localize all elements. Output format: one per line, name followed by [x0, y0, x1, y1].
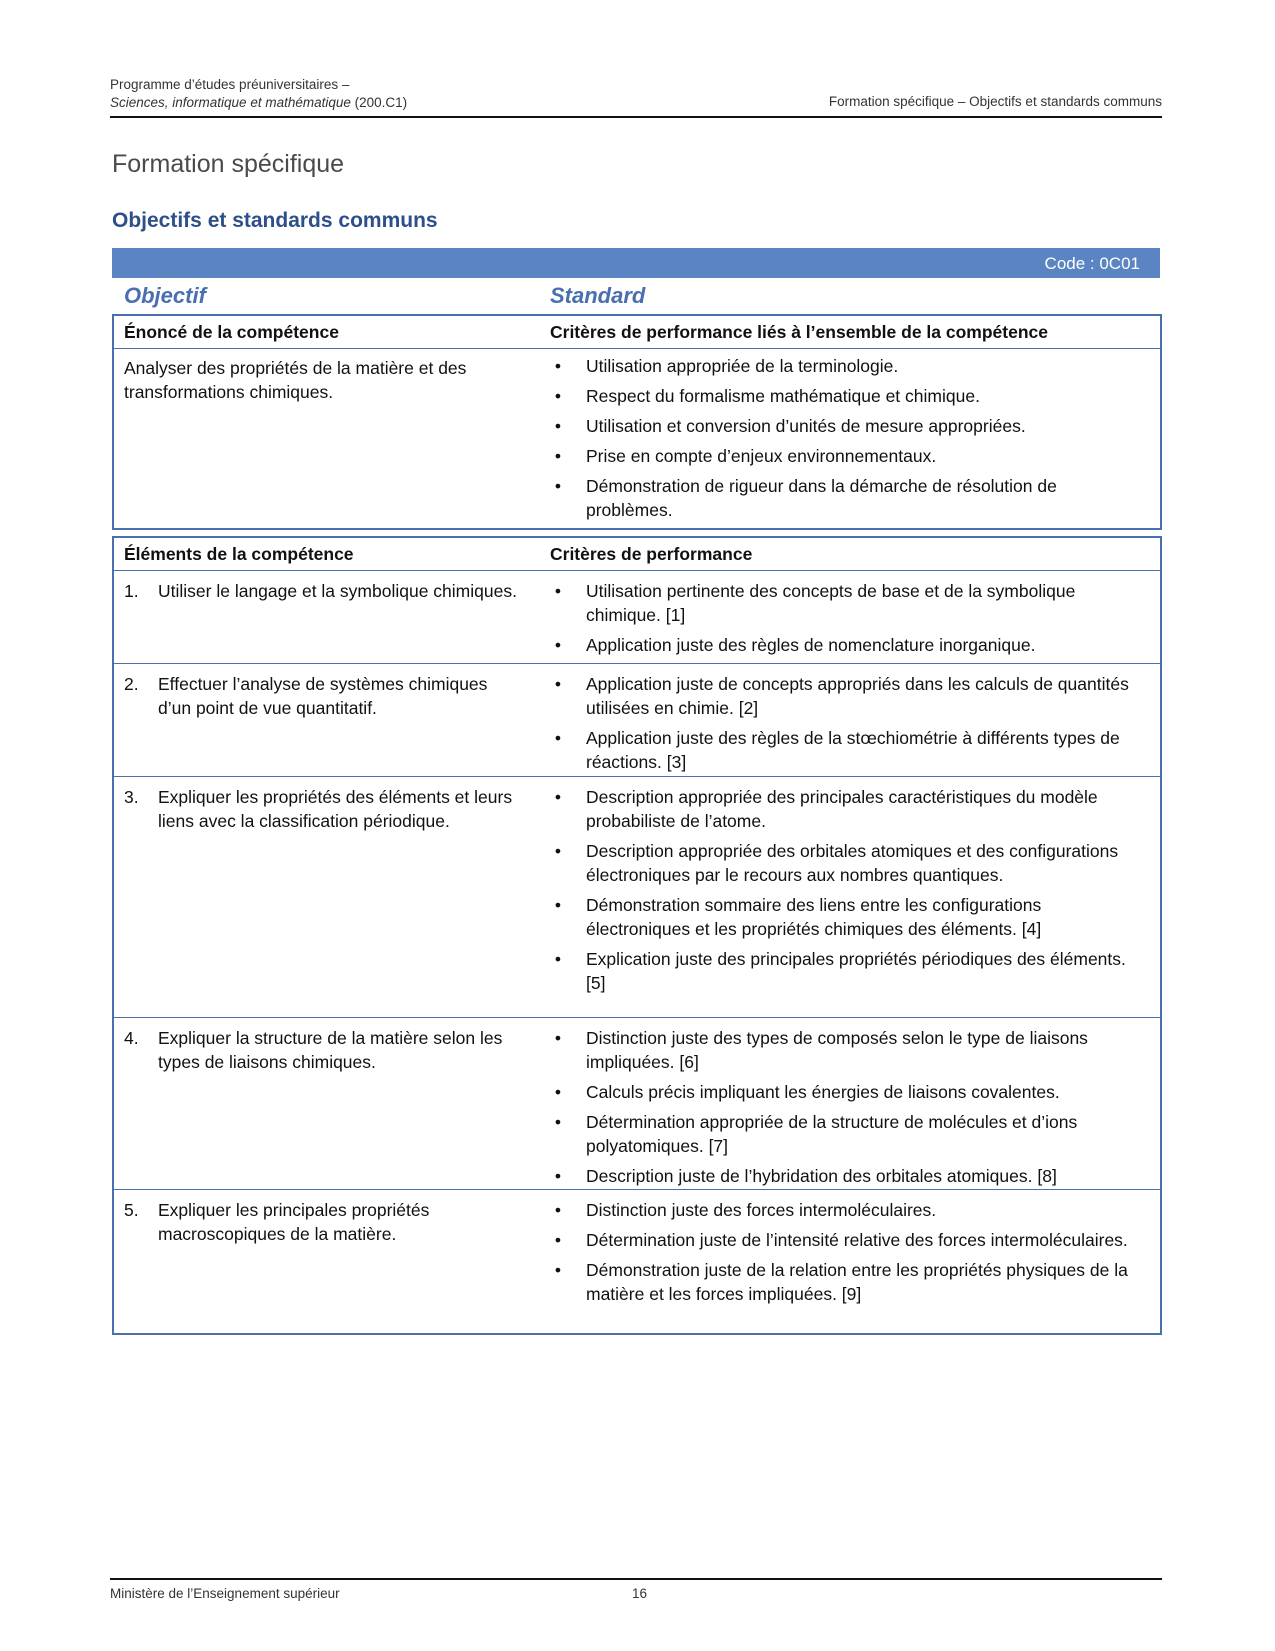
list-item	[550, 1164, 1146, 1188]
code-bar	[112, 248, 1160, 278]
competence-heading: Énoncé de la compétence	[124, 322, 339, 342]
bullet-icon: •	[554, 1200, 562, 1220]
list-item	[550, 785, 1146, 833]
criterion-text: Utilisation et conversion d’unités de mesure appropriées.	[586, 416, 1026, 436]
list-item	[550, 1228, 1146, 1252]
bullet-icon: •	[554, 1230, 562, 1250]
elements-table	[112, 536, 1162, 1335]
list-item	[550, 947, 1146, 995]
element-text	[124, 1198, 524, 1246]
competence-criteria-heading: Critères de performance liés à l’ensemble de la compétence	[550, 322, 1048, 342]
elements-header-row	[114, 538, 1160, 571]
bullet-icon: •	[554, 1028, 562, 1048]
competence-statement: Analyser des propriétés de la matière et des transformations chimiques.	[124, 358, 467, 402]
table-row	[114, 664, 1160, 777]
list-item	[550, 1026, 1146, 1074]
header-section: Formation spécifique – Objectifs et standards communs	[828, 94, 1162, 109]
element-label: Utiliser le langage et la symbolique chimiques.	[158, 581, 517, 601]
bullet-icon: •	[554, 728, 562, 748]
criterion-text: Utilisation pertinente des concepts de base et de la symbolique chimique. [1]	[586, 581, 1076, 625]
footer-ministry: Ministère de l’Enseignement supérieur	[110, 1586, 340, 1601]
list-item	[550, 893, 1146, 941]
criterion-text: Démonstration juste de la relation entre les propriétés physiques de la matière et les forces impliquées. [9]	[586, 1260, 1128, 1304]
criterion-text: Distinction juste des forces intermoléculaires.	[586, 1200, 937, 1220]
element-label: Expliquer la structure de la matière selon les types de liaisons chimiques.	[158, 1028, 503, 1072]
header-program: Programme d’études préuniversitaires –	[110, 77, 350, 92]
standard-label: Standard	[550, 283, 646, 308]
bullet-icon: •	[554, 949, 562, 969]
criterion-text: Calculs précis impliquant les énergies de liaisons covalentes.	[586, 1082, 1060, 1102]
element-label: Effectuer l’analyse de systèmes chimiques d’un point de vue quantitatif.	[158, 674, 488, 718]
criterion-text: Détermination appropriée de la structure de molécules et d’ions polyatomiques. [7]	[586, 1112, 1078, 1156]
element-number: 4.	[124, 1028, 139, 1048]
criterion-text: Prise en compte d’enjeux environnementaux.	[586, 446, 937, 466]
element-criteria-list	[550, 785, 1146, 1001]
page-footer	[110, 1578, 1162, 1601]
page-header	[110, 76, 1162, 118]
list-item	[550, 474, 1146, 522]
criterion-text: Description appropriée des principales caractéristiques du modèle probabiliste de l’atome.	[586, 787, 1098, 831]
element-text	[124, 672, 524, 720]
element-number: 3.	[124, 787, 139, 807]
table-row	[114, 777, 1160, 1018]
elements-heading: Éléments de la compétence	[124, 544, 354, 564]
criterion-text: Explication juste des principales propriétés périodiques des éléments. [5]	[586, 949, 1126, 993]
list-item	[550, 633, 1146, 657]
element-text	[124, 579, 524, 603]
criterion-text: Respect du formalisme mathématique et chimique.	[586, 386, 980, 406]
criterion-text: Détermination juste de l’intensité relative des forces intermoléculaires.	[586, 1230, 1128, 1250]
page-number: 16	[632, 1586, 648, 1601]
bullet-icon: •	[554, 787, 562, 807]
list-item	[550, 444, 1146, 468]
criterion-text: Description appropriée des orbitales atomiques et des configurations électroniques par le recours aux nombres quantiques.	[586, 841, 1119, 885]
list-item	[550, 672, 1146, 720]
element-number: 5.	[124, 1200, 139, 1220]
list-item	[550, 839, 1146, 887]
element-label: Expliquer les principales propriétés macroscopiques de la matière.	[158, 1200, 430, 1244]
criterion-text: Application juste des règles de nomenclature inorganique.	[586, 635, 1036, 655]
bullet-icon: •	[554, 1112, 562, 1132]
objectif-label: Objectif	[124, 283, 206, 308]
bullet-icon: •	[554, 674, 562, 694]
bullet-icon: •	[554, 635, 562, 655]
elements-criteria-heading: Critères de performance	[550, 544, 753, 564]
criterion-text: Application juste des règles de la stœchiométrie à différents types de réactions. [3]	[586, 728, 1120, 772]
criterion-text: Démonstration sommaire des liens entre les configurations électroniques et les propriétés chimiques des éléments. [4]	[586, 895, 1042, 939]
list-item	[550, 414, 1146, 438]
element-number: 1.	[124, 581, 139, 601]
list-item	[550, 384, 1146, 408]
header-program-italic: Sciences, informatique et mathématique	[110, 95, 351, 110]
criterion-text: Application juste de concepts appropriés dans les calculs de quantités utilisées en chimie. [2]	[586, 674, 1129, 718]
element-text	[124, 1026, 524, 1074]
element-criteria-list	[550, 1026, 1146, 1194]
element-number: 2.	[124, 674, 139, 694]
bullet-icon: •	[554, 581, 562, 601]
element-criteria-list	[550, 1198, 1146, 1312]
table-row	[114, 1018, 1160, 1190]
bullet-icon: •	[554, 1260, 562, 1280]
page-title: Formation spécifique	[112, 150, 345, 178]
list-item	[550, 726, 1146, 774]
list-item	[550, 354, 1146, 378]
page-subtitle: Objectifs et standards communs	[112, 209, 438, 232]
competence-table	[112, 314, 1162, 530]
element-criteria-list	[550, 579, 1146, 663]
criterion-text: Description juste de l’hybridation des orbitales atomiques. [8]	[586, 1166, 1057, 1186]
bullet-icon: •	[554, 476, 562, 496]
table-row	[114, 1190, 1160, 1330]
bullet-icon: •	[554, 1166, 562, 1186]
table-row	[114, 571, 1160, 664]
criterion-text: Utilisation appropriée de la terminologie.	[586, 356, 899, 376]
element-text	[124, 785, 524, 833]
bullet-icon: •	[554, 446, 562, 466]
competence-header-row	[114, 316, 1160, 349]
bullet-icon: •	[554, 1082, 562, 1102]
bullet-icon: •	[554, 841, 562, 861]
header-program-code: (200.C1)	[350, 95, 408, 110]
bullet-icon: •	[554, 386, 562, 406]
bullet-icon: •	[554, 356, 562, 376]
list-item	[550, 1198, 1146, 1222]
bullet-icon: •	[554, 895, 562, 915]
code-label: Code : 0C01	[1044, 254, 1140, 273]
criterion-text: Démonstration de rigueur dans la démarche de résolution de problèmes.	[586, 476, 1057, 520]
list-item	[550, 1258, 1146, 1306]
list-item	[550, 579, 1146, 627]
list-item	[550, 1110, 1146, 1158]
competence-criteria-list	[550, 354, 1146, 528]
bullet-icon: •	[554, 416, 562, 436]
element-criteria-list	[550, 672, 1146, 780]
criterion-text: Distinction juste des types de composés selon le type de liaisons impliquées. [6]	[586, 1028, 1088, 1072]
list-item	[550, 1080, 1146, 1104]
element-label: Expliquer les propriétés des éléments et leurs liens avec la classification périodique.	[158, 787, 513, 831]
